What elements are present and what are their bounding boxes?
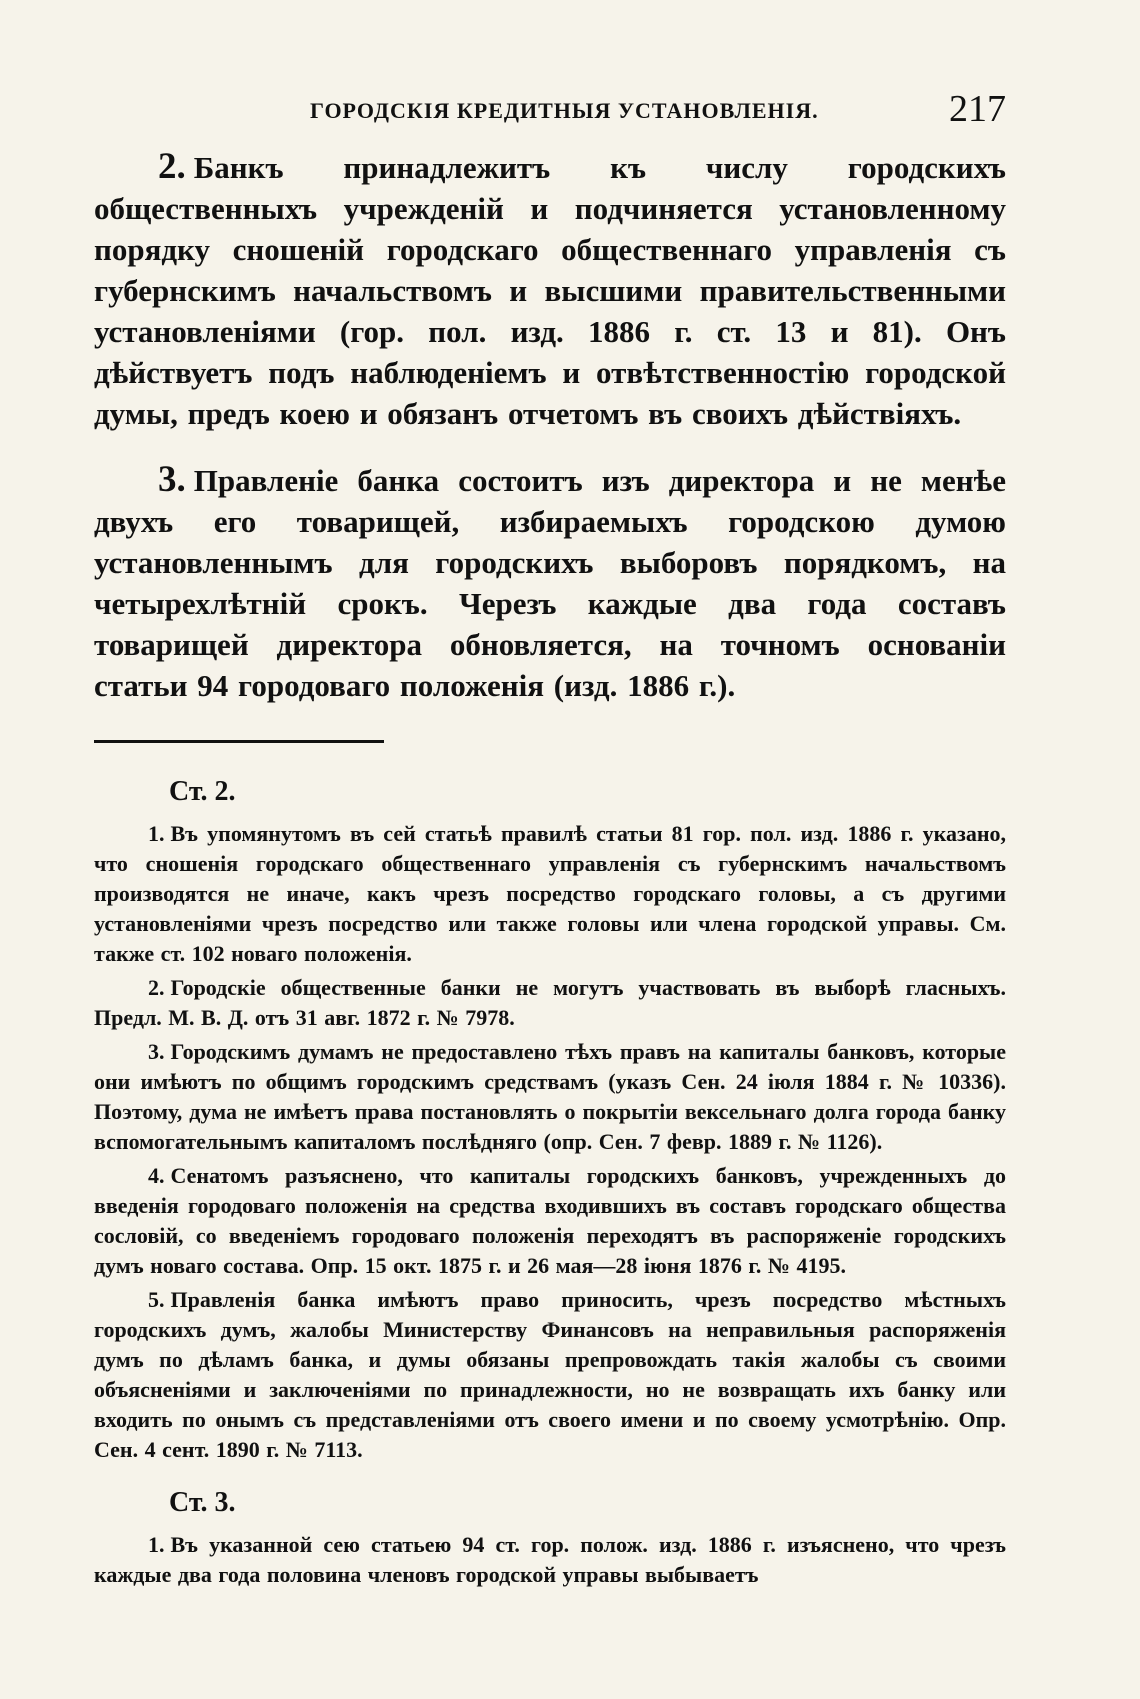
note-text: Въ указанной сею статьею 94 ст. гор. полож. изд. 1886 г. изъяснено, что чрезъ каждые два года половина членовъ городской управы выбываетъ — [94, 1532, 1006, 1587]
note-number: 3. — [148, 1039, 165, 1064]
note-number: 4. — [148, 1163, 165, 1188]
article-2-paragraph — [94, 146, 1006, 434]
section-divider — [94, 740, 384, 743]
note-text: Городскіе общественные банки не могутъ участвовать въ выборѣ гласныхъ. Предл. М. В. Д. отъ 31 авг. 1872 г. № 7978. — [94, 975, 1006, 1030]
article-3-text: Правленіе банка состоитъ изъ директора и не менѣе двухъ его товарищей, избираемыхъ городскою думою установленнымъ для городскихъ выборовъ порядкомъ, на четырехлѣтній срокъ. Черезъ каждые два года составъ товарищей директора обновляется, на точномъ основаніи статьи 94 городоваго положенія (изд. 1886 г.). — [94, 463, 1006, 703]
document-page — [94, 86, 1006, 1594]
note-text: Правленія банка имѣютъ право приносить, чрезъ посредство мѣстныхъ городскихъ думъ, жалобы Министерству Финансовъ на неправильныя распоряженія думъ по дѣламъ банка, и думы обязаны препровождать такія жалобы съ своими объясненіями и заключеніями по принадлежности, но не возвращать ихъ банку или входить по онымъ съ представленіями отъ своего имени и по своему усмотрѣнію. Опр. Сен. 4 сент. 1890 г. № 7113. — [94, 1287, 1006, 1462]
note-number: 1. — [148, 821, 165, 846]
article-3-paragraph — [94, 459, 1006, 706]
note-item — [94, 1161, 1006, 1281]
note-number: 5. — [148, 1287, 165, 1312]
notes-section-title: Ст. 3. — [169, 1487, 236, 1518]
notes-section-title: Ст. 2. — [169, 776, 236, 807]
notes-list-article-3 — [94, 1530, 1006, 1590]
note-item — [94, 973, 1006, 1033]
note-item — [94, 1530, 1006, 1590]
note-text: Сенатомъ разъяснено, что капиталы городскихъ банковъ, учрежденныхъ до введенія городоваго положенія на средства входившихъ въ составъ городскаго общества сословій, со введеніемъ городоваго положенія переходятъ въ распоряженіе городскихъ думъ новаго состава. Опр. 15 окт. 1875 г. и 26 мая—28 іюня 1876 г. № 4195. — [94, 1163, 1006, 1278]
note-item — [94, 1037, 1006, 1157]
article-2-text: Банкъ принадлежитъ къ числу городскихъ общественныхъ учрежденій и подчиняется установленному порядку сношеній городскаго общественнаго управленія съ губернскимъ начальствомъ и высшими правительственными установленіями (гор. пол. изд. 1886 г. ст. 13 и 81). Онъ дѣйствуетъ подъ наблюденіемъ и отвѣтственностію городской думы, предъ коею и обязанъ отчетомъ въ своихъ дѣйствіяхъ. — [94, 150, 1006, 431]
running-header-title: ГОРОДСКІЯ КРЕДИТНЫЯ УСТАНОВЛЕНІЯ. — [310, 98, 819, 123]
page-number: 217 — [949, 88, 1006, 130]
note-item — [94, 819, 1006, 969]
note-number: 1. — [148, 1532, 165, 1557]
notes-list-article-2 — [94, 819, 1006, 1465]
article-3-number: 3. — [158, 459, 186, 500]
note-text: Въ упомянутомъ въ сей статьѣ правилѣ статьи 81 гор. пол. изд. 1886 г. указано, что сношенія городскаго общественнаго управленія съ губернскимъ начальствомъ производятся не иначе, какъ чрезъ посредство городскаго головы, а съ другими установленіями чрезъ посредство или также головы или члена городской управы. См. также ст. 102 новаго положенія. — [94, 821, 1006, 966]
note-text: Городскимъ думамъ не предоставлено тѣхъ правъ на капиталы банковъ, которые они имѣютъ по общимъ городскимъ средствамъ (указъ Сен. 24 іюля 1884 г. № 10336). Поэтому, дума не имѣетъ права постановлять о покрытіи вексельнаго долга города банку вспомогательнымъ капиталомъ послѣдняго (опр. Сен. 7 февр. 1889 г. № 1126). — [94, 1039, 1006, 1154]
article-2-number: 2. — [158, 146, 186, 187]
page-header — [94, 86, 1006, 130]
note-item — [94, 1285, 1006, 1465]
note-number: 2. — [148, 975, 165, 1000]
